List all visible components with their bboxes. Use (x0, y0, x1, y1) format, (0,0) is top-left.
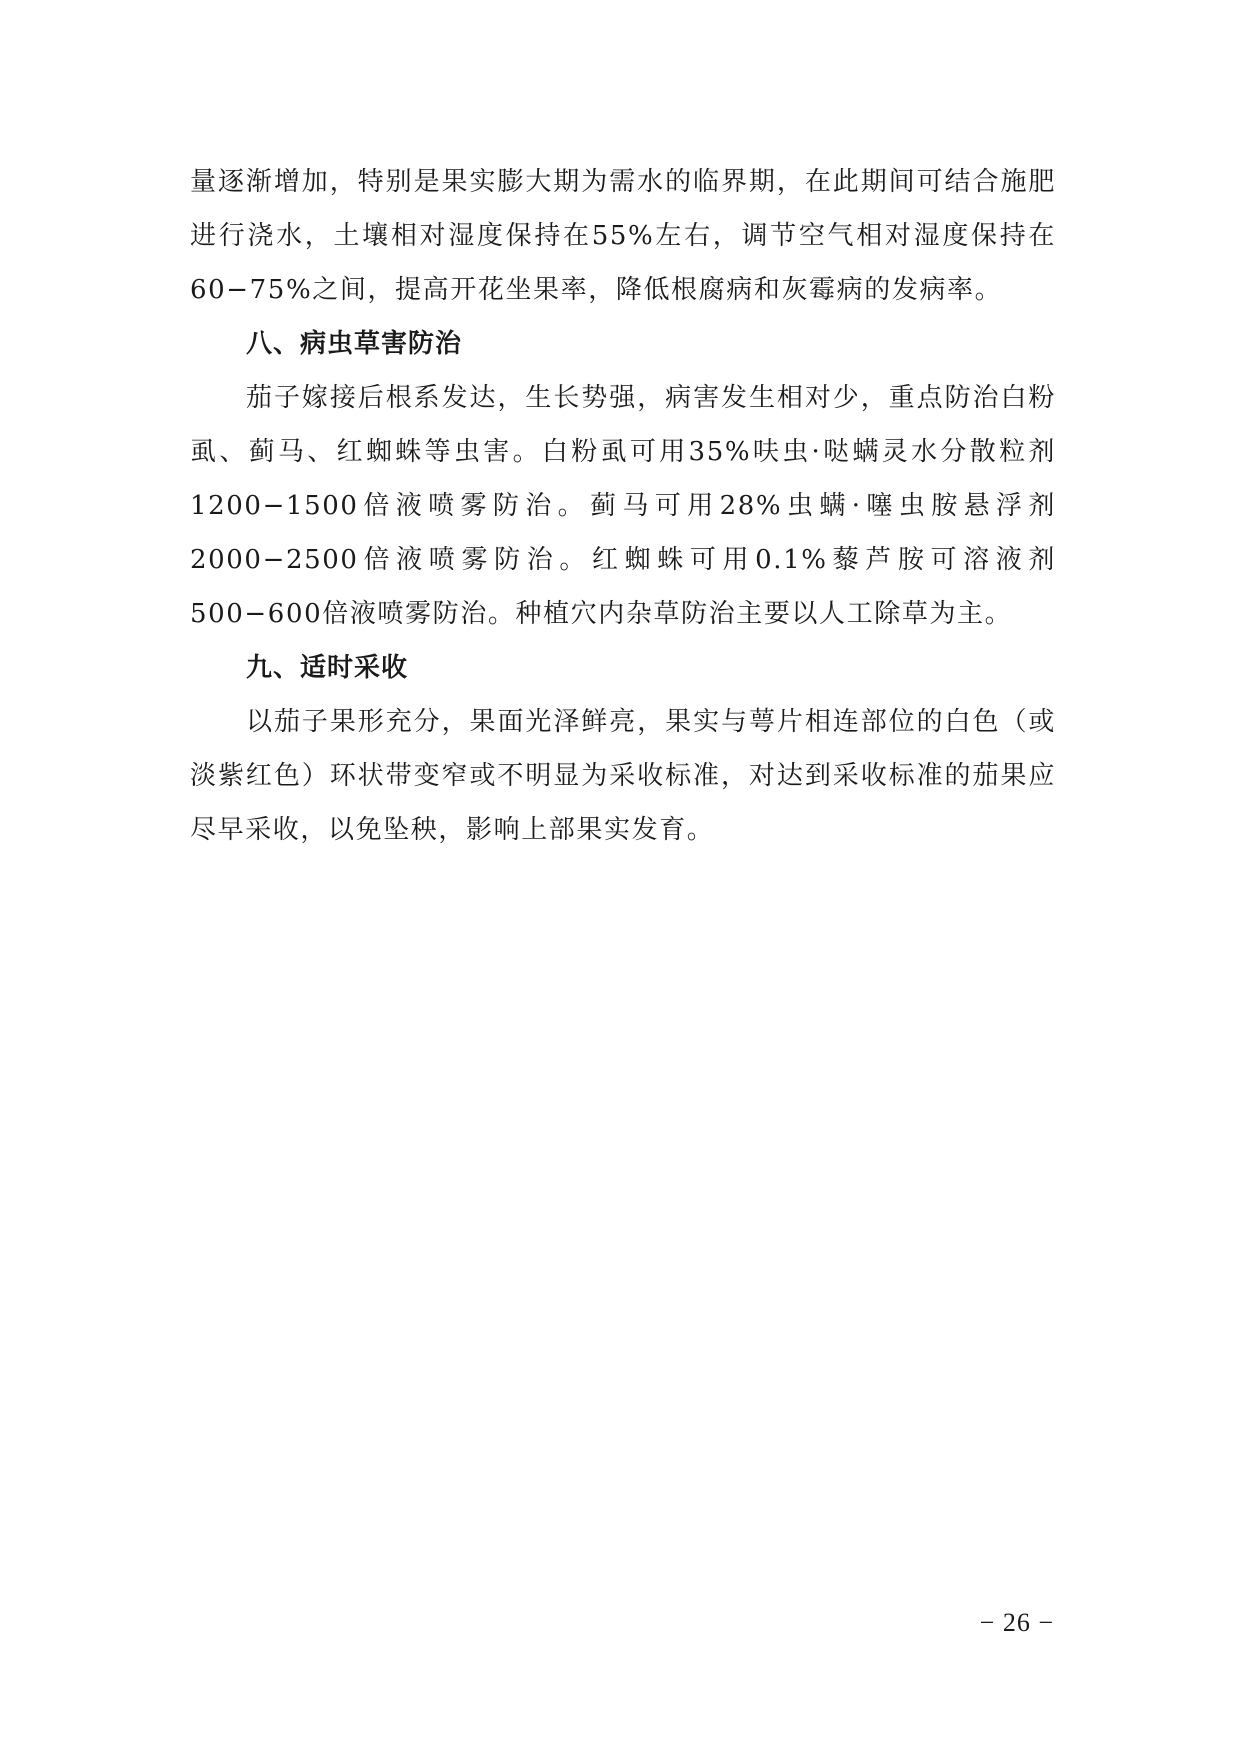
page-number: − 26 − (979, 1608, 1054, 1637)
section-heading-harvest: 九、适时采收 (246, 653, 409, 683)
paragraph-harvest: 以茄子果形充分，果面光泽鲜亮，果实与萼片相连部位的白色（或淡紫红色）环状带变窄或不明显为采收标准，对达到采收标准的茄果应尽早采收，以免坠秧，影响上部果实发育。 (190, 707, 1056, 845)
paragraph-continuation: 量逐渐增加，特别是果实膨大期为需水的临界期，在此期间可结合施肥进行浇水，土壤相对湿度保持在55%左右，调节空气相对湿度保持在60−75%之间，提高开花坐果率，降低根腐病和灰霉病的发病率。 (190, 167, 1056, 305)
section-heading-pest-control: 八、病虫草害防治 (246, 329, 463, 359)
paragraph-pest-control: 茄子嫁接后根系发达，生长势强，病害发生相对少，重点防治白粉虱、蓟马、红蜘蛛等虫害。白粉虱可用35%呋虫·哒螨灵水分散粒剂1200−1500倍液喷雾防治。蓟马可用28%虫螨·噻虫胺悬浮剂2000−2500倍液喷雾防治。红蜘蛛可用0.1%藜芦胺可溶液剂500−600倍液喷雾防治。种植穴内杂草防治主要以人工除草为主。 (190, 383, 1057, 629)
document-body (190, 155, 1056, 857)
